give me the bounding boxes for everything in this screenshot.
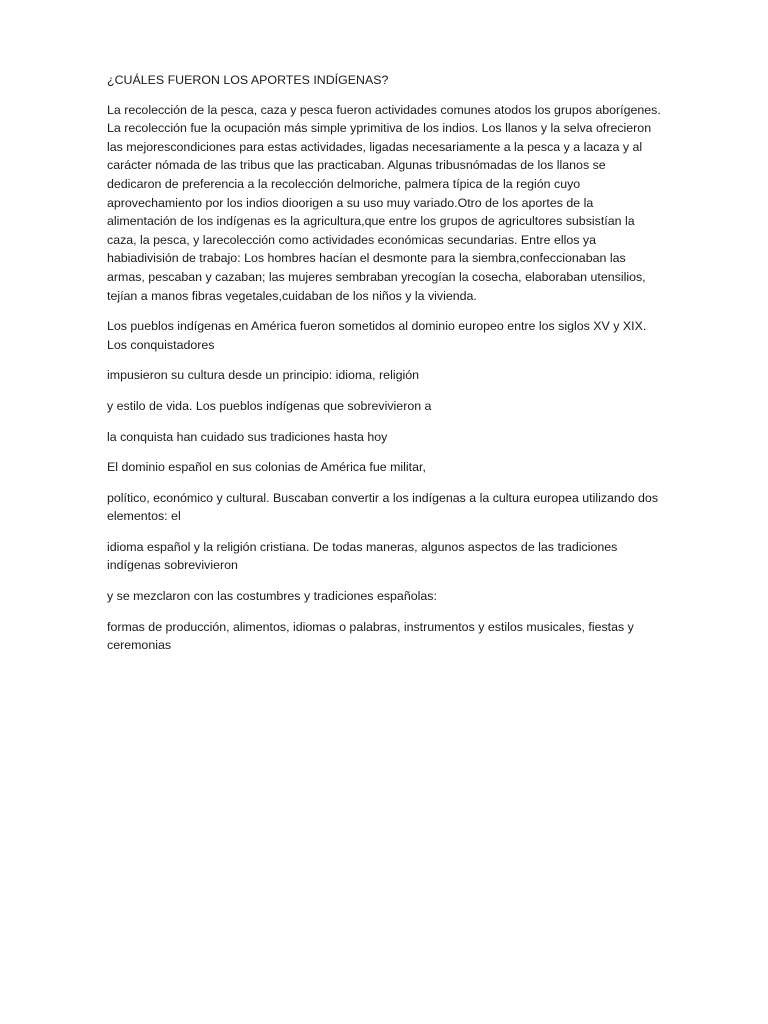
paragraph-formas-produccion: formas de producción, alimentos, idiomas o palabras, instrumentos y estilos musicales, fiestas y ceremonias: [107, 619, 634, 653]
paragraph-aportes: La recolección de la pesca, caza y pesca fueron actividades comunes atodos los grupos aborígenes. La recolección fue la ocupación más simple yprimitiva de los indios. Los llanos y la selva ofrecieron las mejorescondiciones para estas actividades, ligadas necesariamente a la pesca y a lacaza y al carácter nómada de las tribus que las practicaban. Algunas tribusnómadas de los llanos se dedicaron de preferencia a la recolección delmoriche, palmera típica de la región cuyo aprovechamiento por los indios dioorigen a su uso muy variado.Otro de los aportes de la alimentación de los indígenas es la agricultura,que entre los grupos de agricultores subsistían la caza, la pesca, y larecolección como actividades económicas secundarias. Entre ellos ya habiadivisión de trabajo: Los hombres hacían el desmonte para la siembra,confeccionaban las armas, pescaban y cazaban; las mujeres sembraban yrecogían la cosecha, elaboraban utensilios, tejían a manos fibras vegetales,cuidaban de los niños y la vivienda.: [107, 102, 661, 303]
paragraph-politico: político, económico y cultural. Buscaban convertir a los indígenas a la cultura europea utilizando dos elementos: el: [107, 490, 659, 524]
paragraph-tradiciones: la conquista han cuidado sus tradiciones hasta hoy: [107, 429, 388, 444]
paragraph-cultura: impusieron su cultura desde un principio: idioma, religión: [107, 368, 419, 383]
document-page: [107, 71, 663, 667]
paragraph-dominio-espanol: El dominio español en sus colonias de América fue militar,: [107, 460, 426, 475]
paragraph-estilo-de-vida: y estilo de vida. Los pueblos indígenas que sobrevivieron a: [107, 398, 432, 413]
document-title: ¿CUÁLES FUERON LOS APORTES INDÍGENAS?: [107, 73, 389, 87]
paragraph-idioma-religion: idioma español y la religión cristiana. De todas maneras, algunos aspectos de las tradiciones indígenas sobrevivieron: [107, 539, 618, 573]
paragraph-costumbres: y se mezclaron con las costumbres y tradiciones españolas:: [107, 589, 437, 604]
paragraph-dominio-europeo: Los pueblos indígenas en América fueron sometidos al dominio europeo entre los siglos XV y XIX. Los conquistadores: [107, 319, 647, 352]
